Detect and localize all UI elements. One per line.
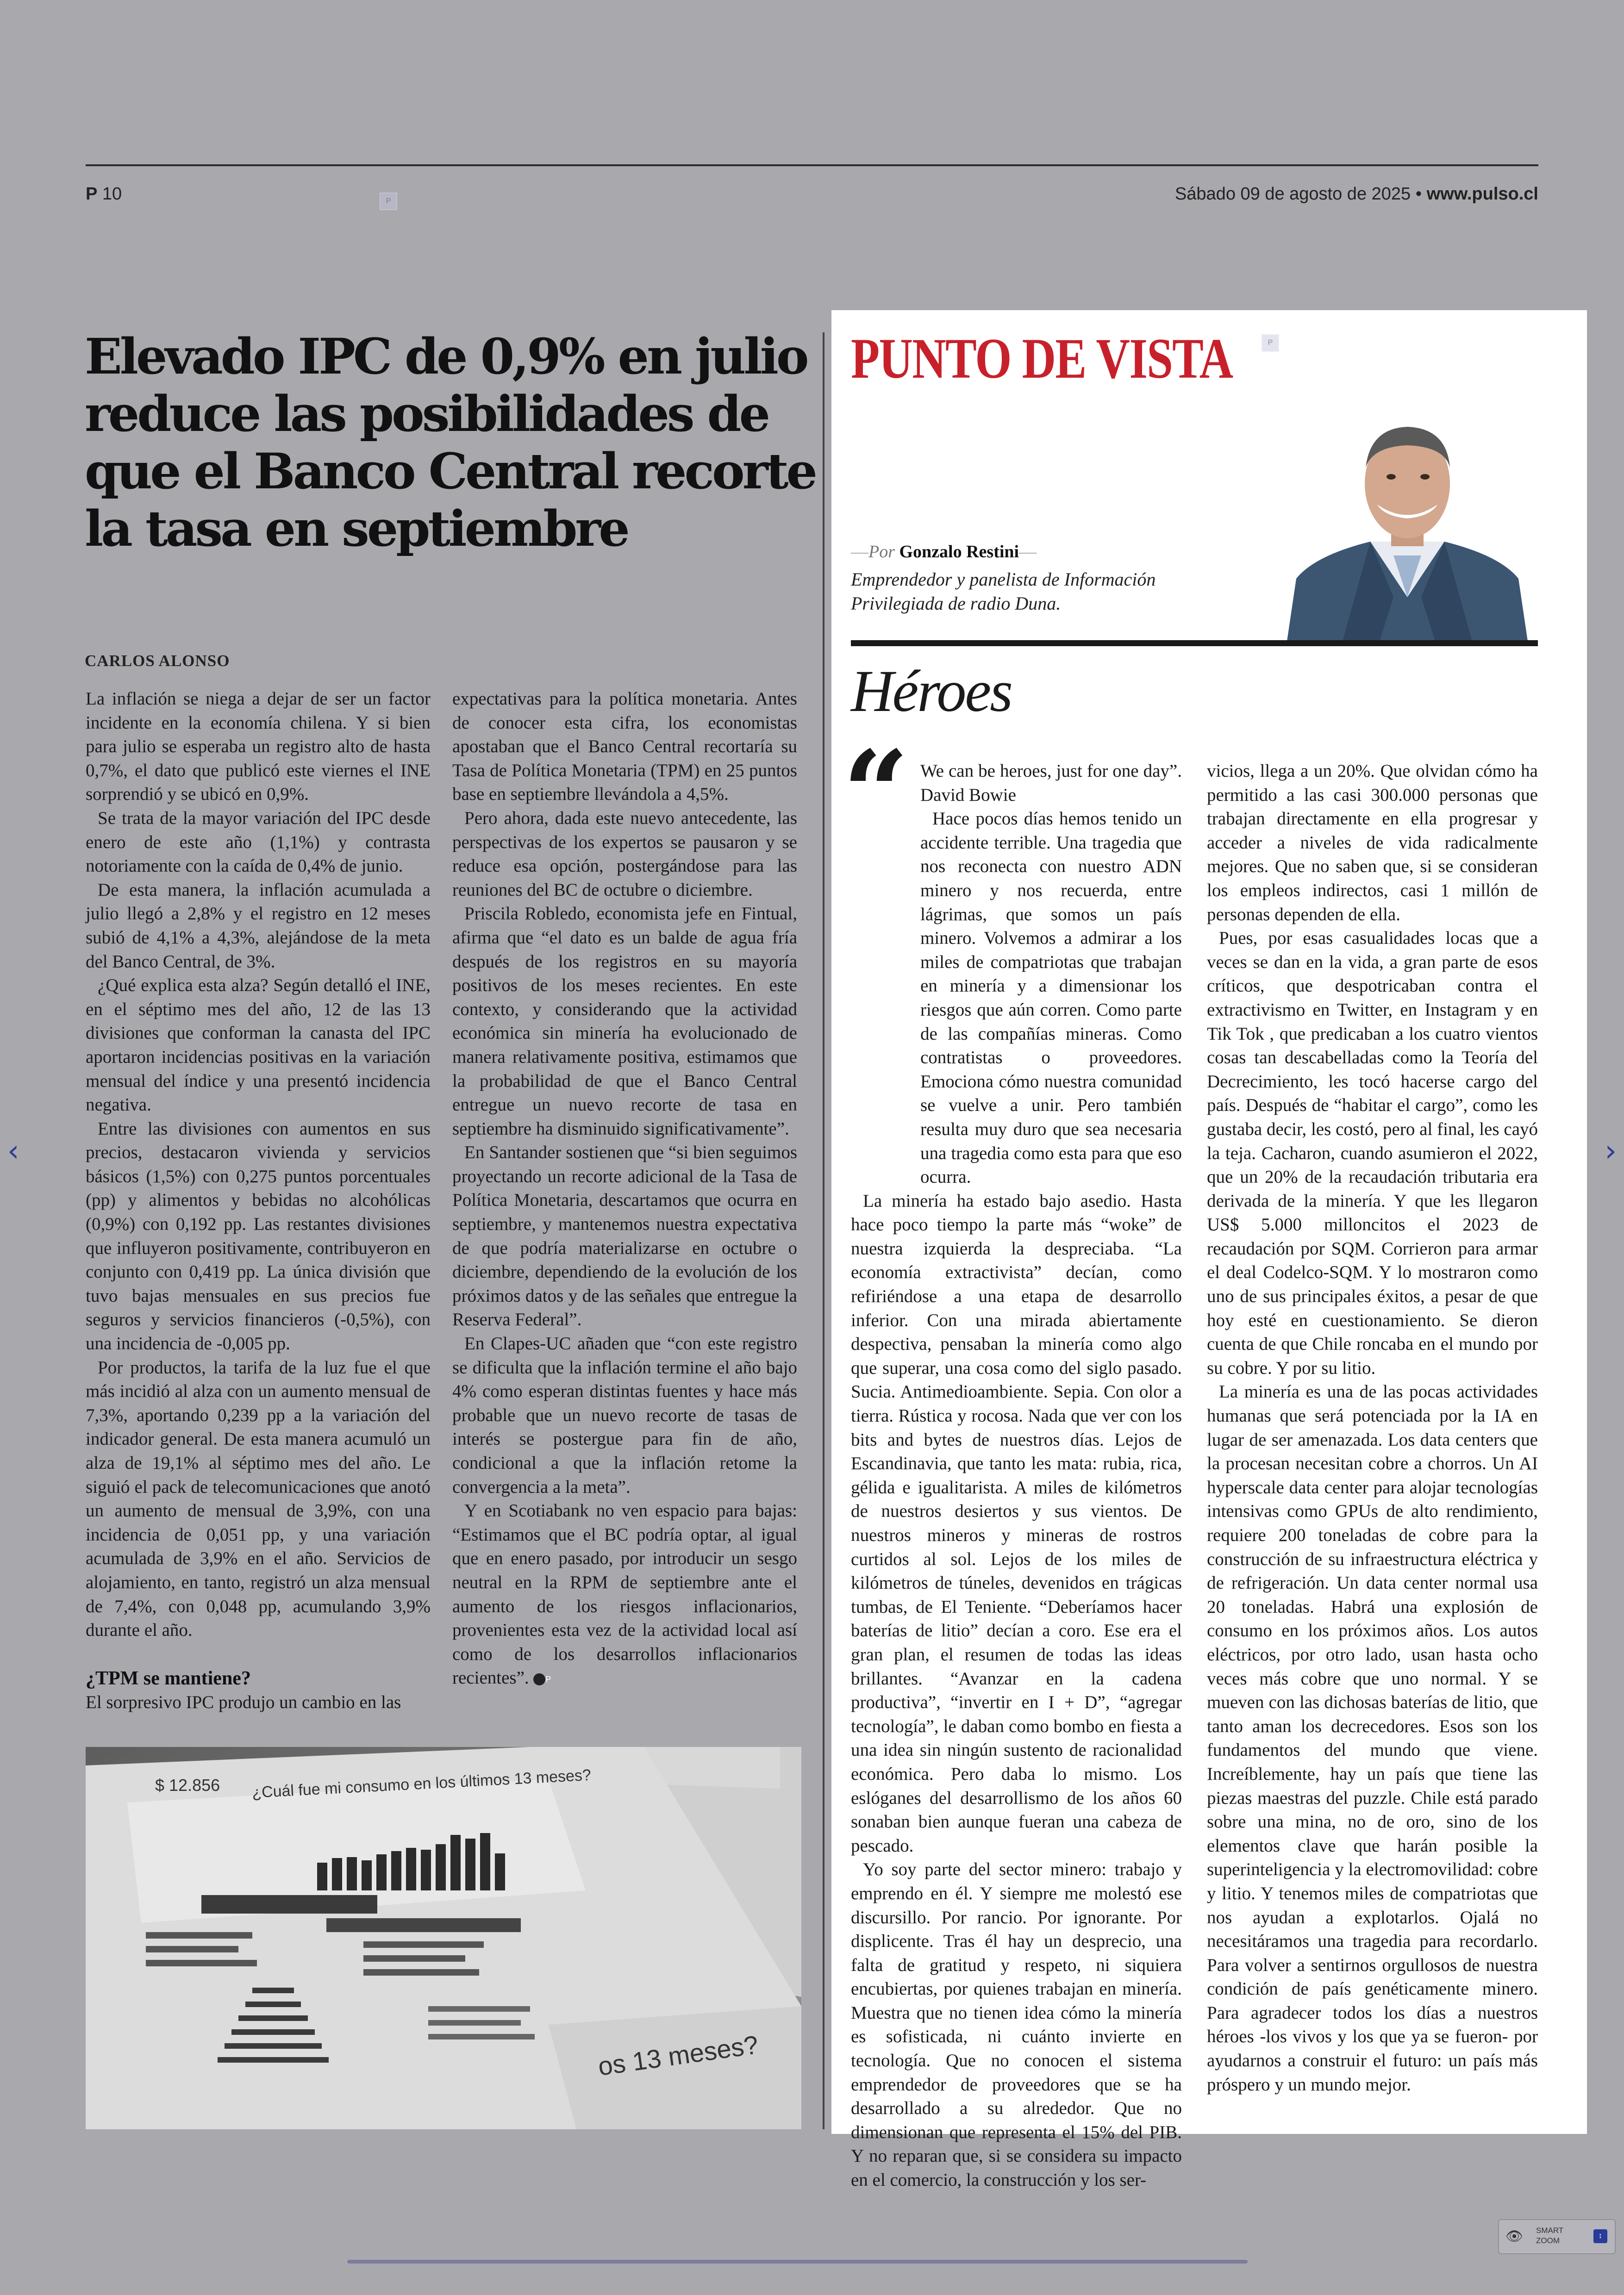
article-photo: [86, 1747, 801, 2129]
page-progress-bar[interactable]: [347, 2260, 1248, 2264]
author-portrait: [1278, 403, 1537, 641]
article-paragraph: Pero ahora, dada este nuevo antecedente, las perspectivas de los expertos se pausaron y se reduce esa opción, postergándose para las reuniones del BC de octubre o diciembre.: [452, 808, 797, 900]
header-rule: [86, 164, 1538, 166]
column-divider: [823, 332, 824, 2129]
section-title: PUNTO DE VISTA: [851, 327, 1233, 390]
opinion-paragraph: vicios, llega a un 20%. Que olvidan cómo ha permitido a las casi 300.000 personas que trabajan directamente en ella progresar y acceder a niveles de vida radicalmente mejores. Que no saben que, si se consideran los empleos indirectos, casi 1 millón de personas dependen de ella.: [1207, 761, 1538, 924]
author-description: Emprendedor y panelista de Información Privilegiada de radio Duna.: [851, 569, 1156, 614]
epigraph: We can be heroes, just for one day”. David Bowie: [920, 761, 1182, 805]
article-column-2: [452, 687, 797, 1690]
article-paragraph: Por productos, la tarifa de la luz fue el que más incidió al alza con un aumento mensual de 7,3%, aportando 0,239 pp a la variación del indicador general. De esta manera acumuló un alza de 19,1% al séptimo mes del año. Le siguió el pack de telecomunicaciones que anotó un aumento de mensual de 3,9%, con una incidencia de 0,051 pp, y una variación acumulada de 3,9% en el año. Servicios de alojamiento, en tanto, registró un alza mensual de 7,4%, con 0,048 pp, acumulando 3,9% durante el año.: [86, 1357, 431, 1640]
dash: —: [1019, 542, 1037, 561]
article-paragraph: El sorpresivo IPC produjo un cambio en las: [86, 1692, 401, 1712]
page-prefix: P: [86, 184, 98, 204]
opinion-column-2: [1207, 759, 1538, 2096]
article-paragraph: expectativas para la política monetaria. Antes de conocer esta cifra, los economistas apostaban que el Banco Central recortaría su Tasa de Política Monetaria (TPM) en 25 puntos base en septiembre llevándola a 4,5%.: [452, 689, 797, 804]
page-hotspot-marker[interactable]: P: [380, 193, 397, 210]
electricity-bill-photo: [86, 1747, 801, 2129]
photo-price-text: $ 12.856: [155, 1776, 220, 1795]
opinion-paragraph: La minería ha estado bajo asedio. Hasta hace poco tiempo la parte más “woke” de nuestra izquierda la despreciaba. “La economía extractivista” decían, como refiriéndose a una etapa de desarrollo inferior. Con una mirada abiertamente despectiva, pensaban la minería como algo que superar, una cosa como del siglo pasado. Sucia. Antimedioambiente. Sepia. Con olor a tierra. Rústica y rocosa. Nada que ver con los bits and bytes de nuestros días. Lejos de Escandinavia, que tanto les mata: rubia, rica, gélida e igualitarista. A miles de kilómetros de nuestros desiertos y sus vientos. De nuestros mineros y mineras de rostros curtidos al sol. Lejos de los miles de kilómetros de túneles, devenidos en trágicas tumbas, de El Teniente. “Deberíamos hacer baterías de litio” decían a coro. Ese era el gran plan, el resumen de todas las ideas brillantes. “Avanzar en la cadena productiva”, “invertir en I + D”, “agregar tecnología”, le daban como bombo en fiesta a una idea sin ningún sustento de racionalidad económica. Pero daba lo mismo. Los eslóganes del desarrollismo de los años 60 sonaban bien aunque fueran una cabeza de pescado.: [851, 1191, 1182, 1856]
author-name: Gonzalo Restini: [899, 542, 1019, 561]
article-paragraph: De esta manera, la inflación acumulada a julio llegó a 2,8% y el registro en 12 meses subió de 4,1% a 4,3%, alejándose de la meta del Banco Central, de 3%.: [86, 879, 431, 972]
next-page-button[interactable]: ›: [1605, 1134, 1617, 1168]
article-paragraph: La inflación se niega a dejar de ser un factor incidente en la economía chilena. Y si bien para julio se esperaba un registro alto de hasta 0,7%, el dato que publicó este viernes el INE sorprendió y se ubicó en 0,9%.: [86, 689, 431, 804]
article-paragraph: En Clapes-UC añaden que “con este registro se dificulta que la inflación termine el año bajo 4% como esperan distintas fuentes y hace más probable que un nuevo recorte de tasas de interés se postergue para fin de año, condicional a que la inflación retome la convergencia a la meta”.: [452, 1334, 797, 1497]
site-url[interactable]: www.pulso.cl: [1426, 184, 1538, 204]
dash: —: [851, 542, 868, 561]
quote-mark-icon: “: [843, 725, 909, 861]
article-paragraph: Priscila Robledo, economista jefe en Fintual, afirma que “el dato es un balde de agua fría después de los registros en su mayoría positivos de los meses recientes. En este contexto, y considerando que la actividad económica sin minería ha evolucionado de manera relativamente positiva, estimamos que la probabilidad de que el Banco Central entregue un nuevo recorte de tasa en septiembre ha disminuido significativamente”.: [452, 904, 797, 1139]
smart-zoom-control[interactable]: [1498, 2219, 1616, 2254]
article-paragraph: Se trata de la mayor variación del IPC desde enero de este año (1,1%) y contrasta notoriamente con la caída de 0,4% de junio.: [86, 808, 431, 876]
opinion-paragraph: [851, 807, 1182, 1189]
previous-page-button[interactable]: ‹: [7, 1134, 19, 1168]
page-number: [86, 184, 122, 204]
article-last-text: Y en Scotiabank no ven espacio para bajas: “Estimamos que el BC podría optar, al igual que en enero pasado, por introducir un sesgo neutral en la RPM de septiembre ante el aumento de los riesgos inflacionarios, provenientes esta vez de la actividad local así como de los desarrollos inflacionarios recientes”.: [452, 1501, 797, 1688]
page-number-value: 10: [102, 184, 122, 204]
opinion-title: Héroes: [851, 658, 1012, 724]
smart-zoom-toggle[interactable]: ↕: [1593, 2229, 1607, 2243]
opinion-paragraph: La minería es una de las pocas actividades humanas que será potenciada por la IA en lugar de ser amenazada. Los data centers que la procesan necesitan cobre a chorros. Un AI hyperscale data center para alojar tecnologías intensivas como GPUs de alto rendimiento, requiere 200 toneladas de cobre para la construcción de su infraestructura eléctrica y de refrigeración. Un data center normal usa 20 toneladas. Habrá una explosión de consumo en los próximos años. Los autos eléctricos, por otro lado, usan hasta ocho veces más cobre que uno normal. Y se mueven con las dichosas baterías de litio, que tanto aman los decrecedores. Esos son los fundamentos del mundo que viene. Increíblemente, hay un país que tiene las piezas maestras del puzzle. Chile está parado sobre una mina, no de oro, sino de los elementos clave que harán posible la superinteligencia y la electromovilidad: cobre y litio. Y tenemos miles de compatriotas que nos ayudan a explotarlos. Ojalá no necesitáramos una tragedia para recordarlo. Para volver a sentirnos orgullosos de nuestra condición de país genéticamente minero. Para agradecer todos los días a nuestros héroes -los vivos y los que ya se fueron- por ayudarnos a construir el futuro: un país más próspero y un mundo mejor.: [1207, 1382, 1538, 2095]
opinion-paragraph: Pues, por esas casualidades locas que a veces se dan en la vida, a gran parte de esos críticos, que despotricaban contra el extractivismo en Twitter, en Instagram y en Tik Tok , que predicaban a los cuatro vientos cosas tan descabelladas como la Teoría del Decrecimiento, les tocó hacerse cargo del país. Después de “habitar el cargo”, como les gustaba decir, les costó, pero al final, les cayó la teja. Cacharon, cuando asumieron el 2022, que un 20% de la recaudación tributaria era derivada de la minería. Y que les llegaron US$ 5.000 milloncitos el 2023 de recaudación por SQM. Corrieron para armar el deal Codelco-SQM. Y lo mostraron como uno de sus principales éxitos, a pesar de que hoy esté en cuestionamiento. Se dieron cuenta de que Chile roncaba en el mundo por su cobre. Y por su litio.: [1207, 928, 1538, 1378]
eye-icon: 👁: [1505, 2229, 1524, 2244]
smart-zoom-label: SMART ZOOM: [1536, 2226, 1563, 2245]
article-byline: CARLOS ALONSO: [85, 652, 230, 670]
panel-hotspot-marker[interactable]: P: [1262, 334, 1279, 352]
date-text: Sábado 09 de agosto de 2025 •: [1174, 184, 1427, 204]
article-paragraph: [452, 1499, 797, 1690]
opinion-column-1: [851, 759, 1182, 2192]
photo-question-text: ¿Cuál fue mi consumo en los últimos 13 meses?: [251, 1766, 592, 1802]
article-subhead: ¿TPM se mantiene?: [86, 1667, 251, 1689]
opinion-lead-paragraph: Hace pocos días hemos tenido un accidente terrible. Una tragedia que nos reconecta con nuestro ADN minero y nos recuerda, entre lágrimas, que somos un país minero. Volvemos a admirar a los miles de compatriotas que trabajan en minería y a dimensionar los riesgos que aún corren. Como parte de las compañías mineras. Como contratistas o proveedores. Emociona cómo nuestra comunidad se vuelve a unir. Pero también resulta muy duro que sea necesaria una tragedia como esta para que eso ocurra.: [920, 809, 1182, 1187]
photo-bottom-text: os 13 meses?: [596, 2029, 760, 2081]
article-headline: Elevado IPC de 0,9% en julio reduce las posibilidades de que el Banco Central recorte la tasa en septiembre: [85, 327, 815, 557]
title-rule: [851, 640, 1538, 646]
article-paragraph: En Santander sostienen que “si bien seguimos proyectando un recorte adicional de la Tasa de Política Monetaria, descartamos que ocurra en septiembre, y mantenemos nuestra expectativa de que podría materializarse en octubre o diciembre, dependiendo de la evolución de los próximos datos y de las señales que entregue la Reserva Federal”.: [452, 1142, 797, 1330]
article-paragraph: Entre las divisiones con aumentos en sus precios, destacaron vivienda y servicios básicos (1,5%) con 0,275 puntos porcentuales (pp) y alimentos y bebidas no alcohólicas (0,9%) con 0,192 pp. Las restantes divisiones que influyeron positivamente, contribuyeron en conjunto con 0,419 pp. La única división que tuvo bajas mensuales en sus precios fue seguros y servicios financieros (-0,5%), con una incidencia de -0,005 pp.: [86, 1118, 431, 1354]
article-column-1: [86, 687, 431, 1714]
opinion-paragraph: Yo soy parte del sector minero: trabajo y emprendo en él. Y siempre me molestó ese discursillo. Por rancio. Por ignorante. Por displicente. Tras él hay un desprecio, una falta de gratitud y respeto, ni siquiera encubiertas, por quienes trabajan en minería. Muestra que no tienen idea cómo la minería es sofisticada, ni cuánto invierte en tecnología. Que no conocen el sistema emprendedor de proveedores que se ha desarrollado a su alrededor. Que no dimensionan que representa el 15% del PIB. Y no reparan que, si se considera su impacto en el comercio, la construcción y los ser-: [851, 1859, 1182, 2190]
article-paragraph: ¿Qué explica esta alza? Según detalló el INE, en el séptimo mes del año, 12 de las 13 divisiones que conforman la canasta del IPC aportaron incidencias positivas en la variación mensual del índice y una presentó incidencia negativa.: [86, 975, 431, 1115]
header-date: [1175, 184, 1538, 204]
author-photo: [1278, 403, 1537, 641]
author-line: [851, 542, 1037, 562]
author-prefix: Por: [868, 542, 895, 561]
end-mark-icon: P: [533, 1673, 545, 1685]
